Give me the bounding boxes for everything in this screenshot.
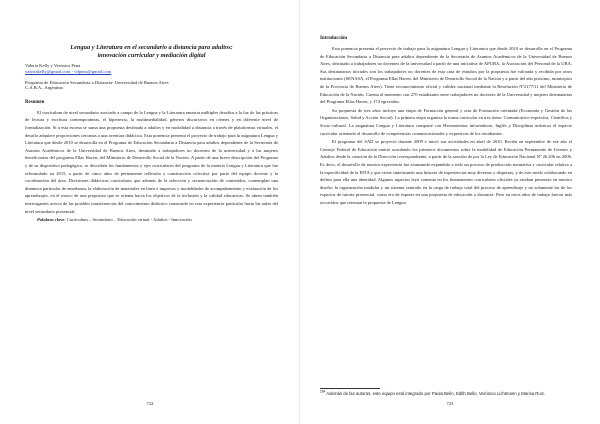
resumen-heading: Resumen [25,99,45,105]
footnote-text: Además de las autoras, este equipo está integrado por Paula Belin, Edith Bello, Verónica Lichtmann y Marisa Ruiz. [326,391,546,396]
footnote [320,391,572,397]
left-page-number: 722 [146,401,154,406]
resumen-paragraph: El currículum de nivel secundario asociado a campo de la Lengua y la Literatura enuncia múltiples desafíos a la luz de las prácticas de lectura y escritura contemporáneas, el hipertexto, la multimedialidad, géneros discursivos en ciernes y en diferente nivel de formalización. Si a esta escena se suma una propuesta destinada a adultos y en modalidad a distancia a través de plataformas virtuales, el desafío adquiere proporciones cercanas a una aventura didáctica. Esta ponencia presenta el proyecto de trabajo para la asignatura Lengua y Literatura que desde 2010 se desarrolla en el Programa de Educación Secundaria a Distancia para adultos dependiente de la Secretaría de Asuntos Académicos de la Universidad de Buenos Aires, destinado a trabajadores no docentes de la universidad y a las mujeres beneficiarias del programa Ellas Hacen, del Ministerio de Desarrollo Social de la Nación. A partir de una breve descripción del Programa y de su dispositivo pedagógico, se describen los fundamentos y ejes curriculares del programa de la materia Lengua y Literatura que fue reformulado en 2015, a partir de cinco años de permanente reflexión y construcción colectiva por parte del equipo docente y la coordinación del área. Decisiones didácticas curriculares que además de la selección y secuenciación de contenidos, contemplan una dinámica particular de enseñanza, la elaboración de materiales en línea e impresos y modalidades de acompañamiento y evaluación de los aprendizajes, en el marco de una propuesta que se orienta hacia los objetivos de la inclusión y la calidad educativas. Se abren también interrogantes acerca de las posibles transferencias del conocimiento didáctico construido en esta experiencia particular hacia las aulas del nivel secundario presencial. [25,109,278,214]
keywords-label: Palabras clave [37,217,65,223]
intro-paragraph-1: Esta ponencia presenta el proyecto de trabajo para la asignatura Lengua y Literatura que desde 2010 se desarrolla en el Programa de Educación Secundaria a Distancia para adultos dependiente de la Secretaría de Asuntos Académicos de la Universidad de Buenos Aires, destinado a trabajadores no docentes de la universidad a partir de una iniciativa de APUBA, la Asociación del Personal de la UBA. Sus destinatarios iniciales son los trabajadores no docentes de esta casa de estudios por la propuesta fue valorada y recibida por otros instituciones (SENASA, el Programa Ellas Hacen, del Ministerio de Desarrollo Social de la Nación y a partir del año próximo, municipios de la Provincia de Buenos Aires). Tiene reconocimiento oficial y validez nacional mediante la Resolución Nº2177/11 del Ministerio de Educación de la Nación. Cuenta al momento con 270 estudiantes entre trabajadores no docentes de la Universidad y mujeres destinatarias del Programa Ellas Hacen, y 174 egresados. [320,46,572,105]
title-line-2: innovación curricular y mediación digital [97,52,206,60]
intro-paragraph-3: El programa del SAD se proyectó durante 2009 e inició sus actividades en abril de 2010. Recién en septiembre de ese año el Consejo Federal de Educación emitió acordando los primeros documentos sobre la modalidad de Educación Permanente de Jóvenes y Adultos desde la creación de la Dirección correspondiente, a partir de la sanción de por la Ley de Educación Nacional Nº 26.206 en 2006. Es decir, el desarrollo de nuestra experiencia fue avanzando expandido a todo un proceso de producción normativa y curricular relativa a la especificidad de la EPJA y que viene sintetizando una historia de experiencias muy diversas y dispersas, y de este modo colaborando en definir para ella una identidad. Algunos aspectos leyó comenta en los lineamientos curriculares oficiales ya estaban presentes en nuestro diseño: la organización modular y un sistema centrado en la carga de trabajo total del proceso de aprendizaje y no solamente las de los espacios de tutoría presencial, como era de esperar en una propuesta de educación a distancia. Pero en estos años de trabajo fueron más recorridos que orientan la propuesta de Lengua [320,139,572,205]
authors: Valeria Kelly y Verónica Pena [25,63,81,69]
location: C.A.B.A., Argentina [25,85,63,91]
keywords [25,216,278,224]
footnote-mark: 264 [320,389,326,394]
intro-heading: Introducción [320,36,348,41]
intro-paragraph-2: Su propuesta de tres años incluye una etapa de Formación general y otra de Formación orientada (Economía y Gestión de las Organizaciones, Salud y Acción Social). La primera etapa organiza la trama curricular en tres áreas: Comunicativo-expresiva, Científica y Socio-cultural. La asignatura Lengua y Literatura comparte con Herramientas informáticas, Inglés y Disciplinas artísticas el espacio curricular orientado al desarrollo de competencias comunicacionales y expresivas de los estudiantes. [320,107,572,136]
footnote-rule [320,388,380,389]
author-email-link[interactable]: valeriakelly@gmail.com - vdpena@gmail.com [25,69,112,74]
right-page [300,0,600,424]
keywords-text: : Currículum – Secundario – Educación virtual - Adultos - Innovación [64,217,192,223]
paper-title [25,44,278,60]
right-page-number: 723 [446,401,454,406]
title-line-1: Lengua y Literatura en el secundario a distancia para adultos: [70,44,233,51]
affiliation: Programa de Educación Secundaria a Distancia- Universidad de Buenos Aires [25,79,169,85]
